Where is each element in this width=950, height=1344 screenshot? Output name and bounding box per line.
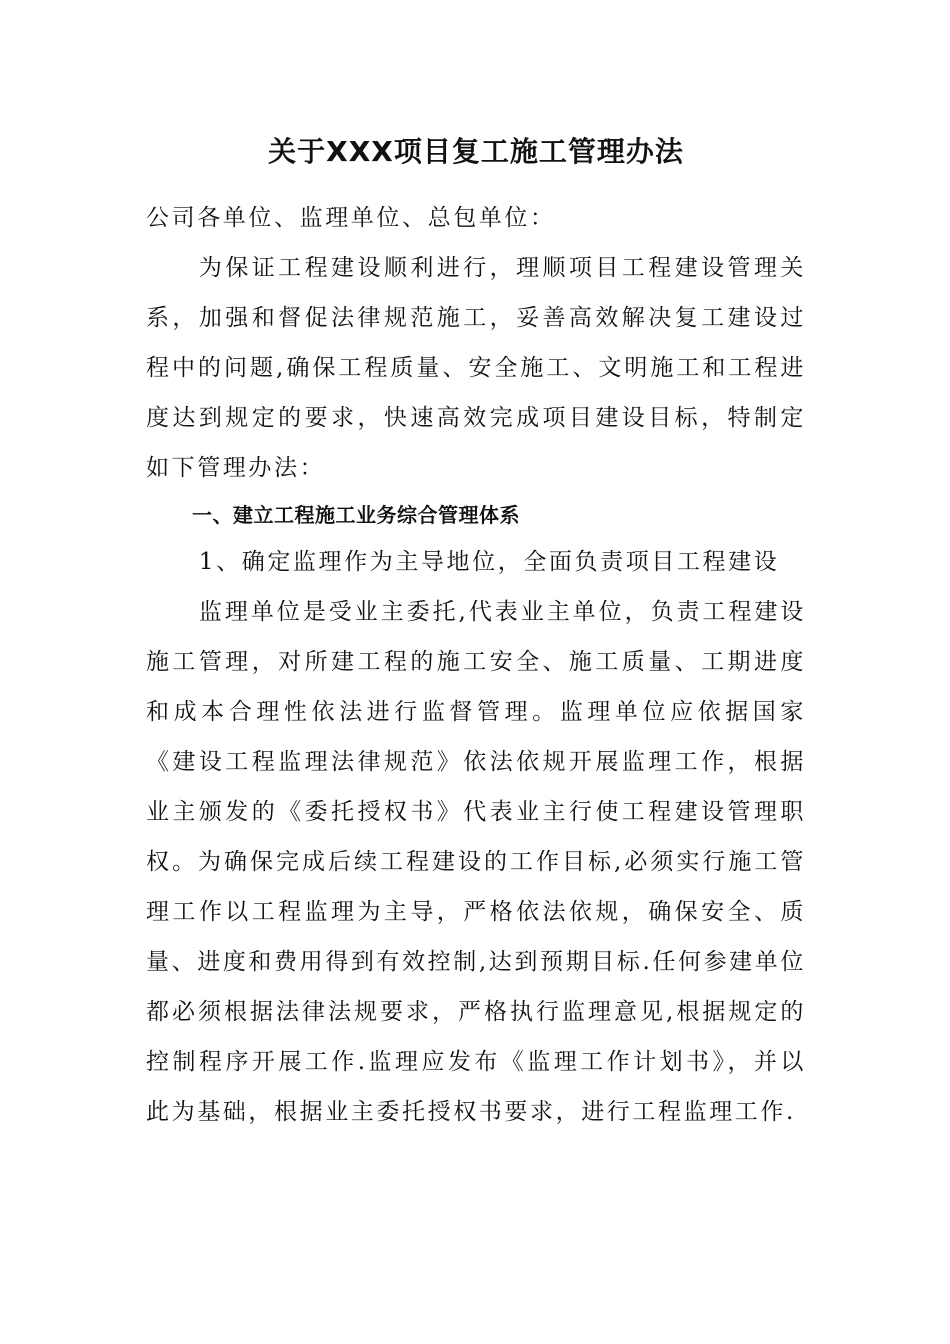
document-title: 关于XXX项目复工施工管理办法 xyxy=(268,135,684,168)
item-heading-1: 1、确定监理作为主导地位，全面负责项目工程建设 xyxy=(198,549,780,575)
salutation: 公司各单位、监理单位、总包单位： xyxy=(146,205,556,231)
section-heading-1: 一、建立工程施工业务综合管理体系 xyxy=(192,503,520,527)
document-body xyxy=(146,193,806,1137)
document-page xyxy=(146,128,806,1137)
intro-paragraph: 为保证工程建设顺利进行，理顺项目工程建设管理关系，加强和督促法律规范施工，妥善高效解决复工建设过程中的问题,确保工程质量、安全施工、文明施工和工程进度达到规定的要求，快速高效完成项目建设目标，特制定如下管理办法： xyxy=(146,255,806,481)
item-paragraph-1: 监理单位是受业主委托,代表业主单位，负责工程建设施工管理，对所建工程的施工安全、施工质量、工期进度和成本合理性依法进行监督管理。监理单位应依据国家《建设工程监理法律规范》依法依规开展监理工作，根据业主颁发的《委托授权书》代表业主行使工程建设管理职权。为确保完成后续工程建设的工作目标,必须实行施工管理工作以工程监理为主导，严格依法依规，确保安全、质量、进度和费用得到有效控制,达到预期目标.任何参建单位都必须根据法律法规要求，严格执行监理意见,根据规定的控制程序开展工作.监理应发布《监理工作计划书》，并以此为基础，根据业主委托授权书要求，进行工程监理工作. xyxy=(146,599,806,1125)
